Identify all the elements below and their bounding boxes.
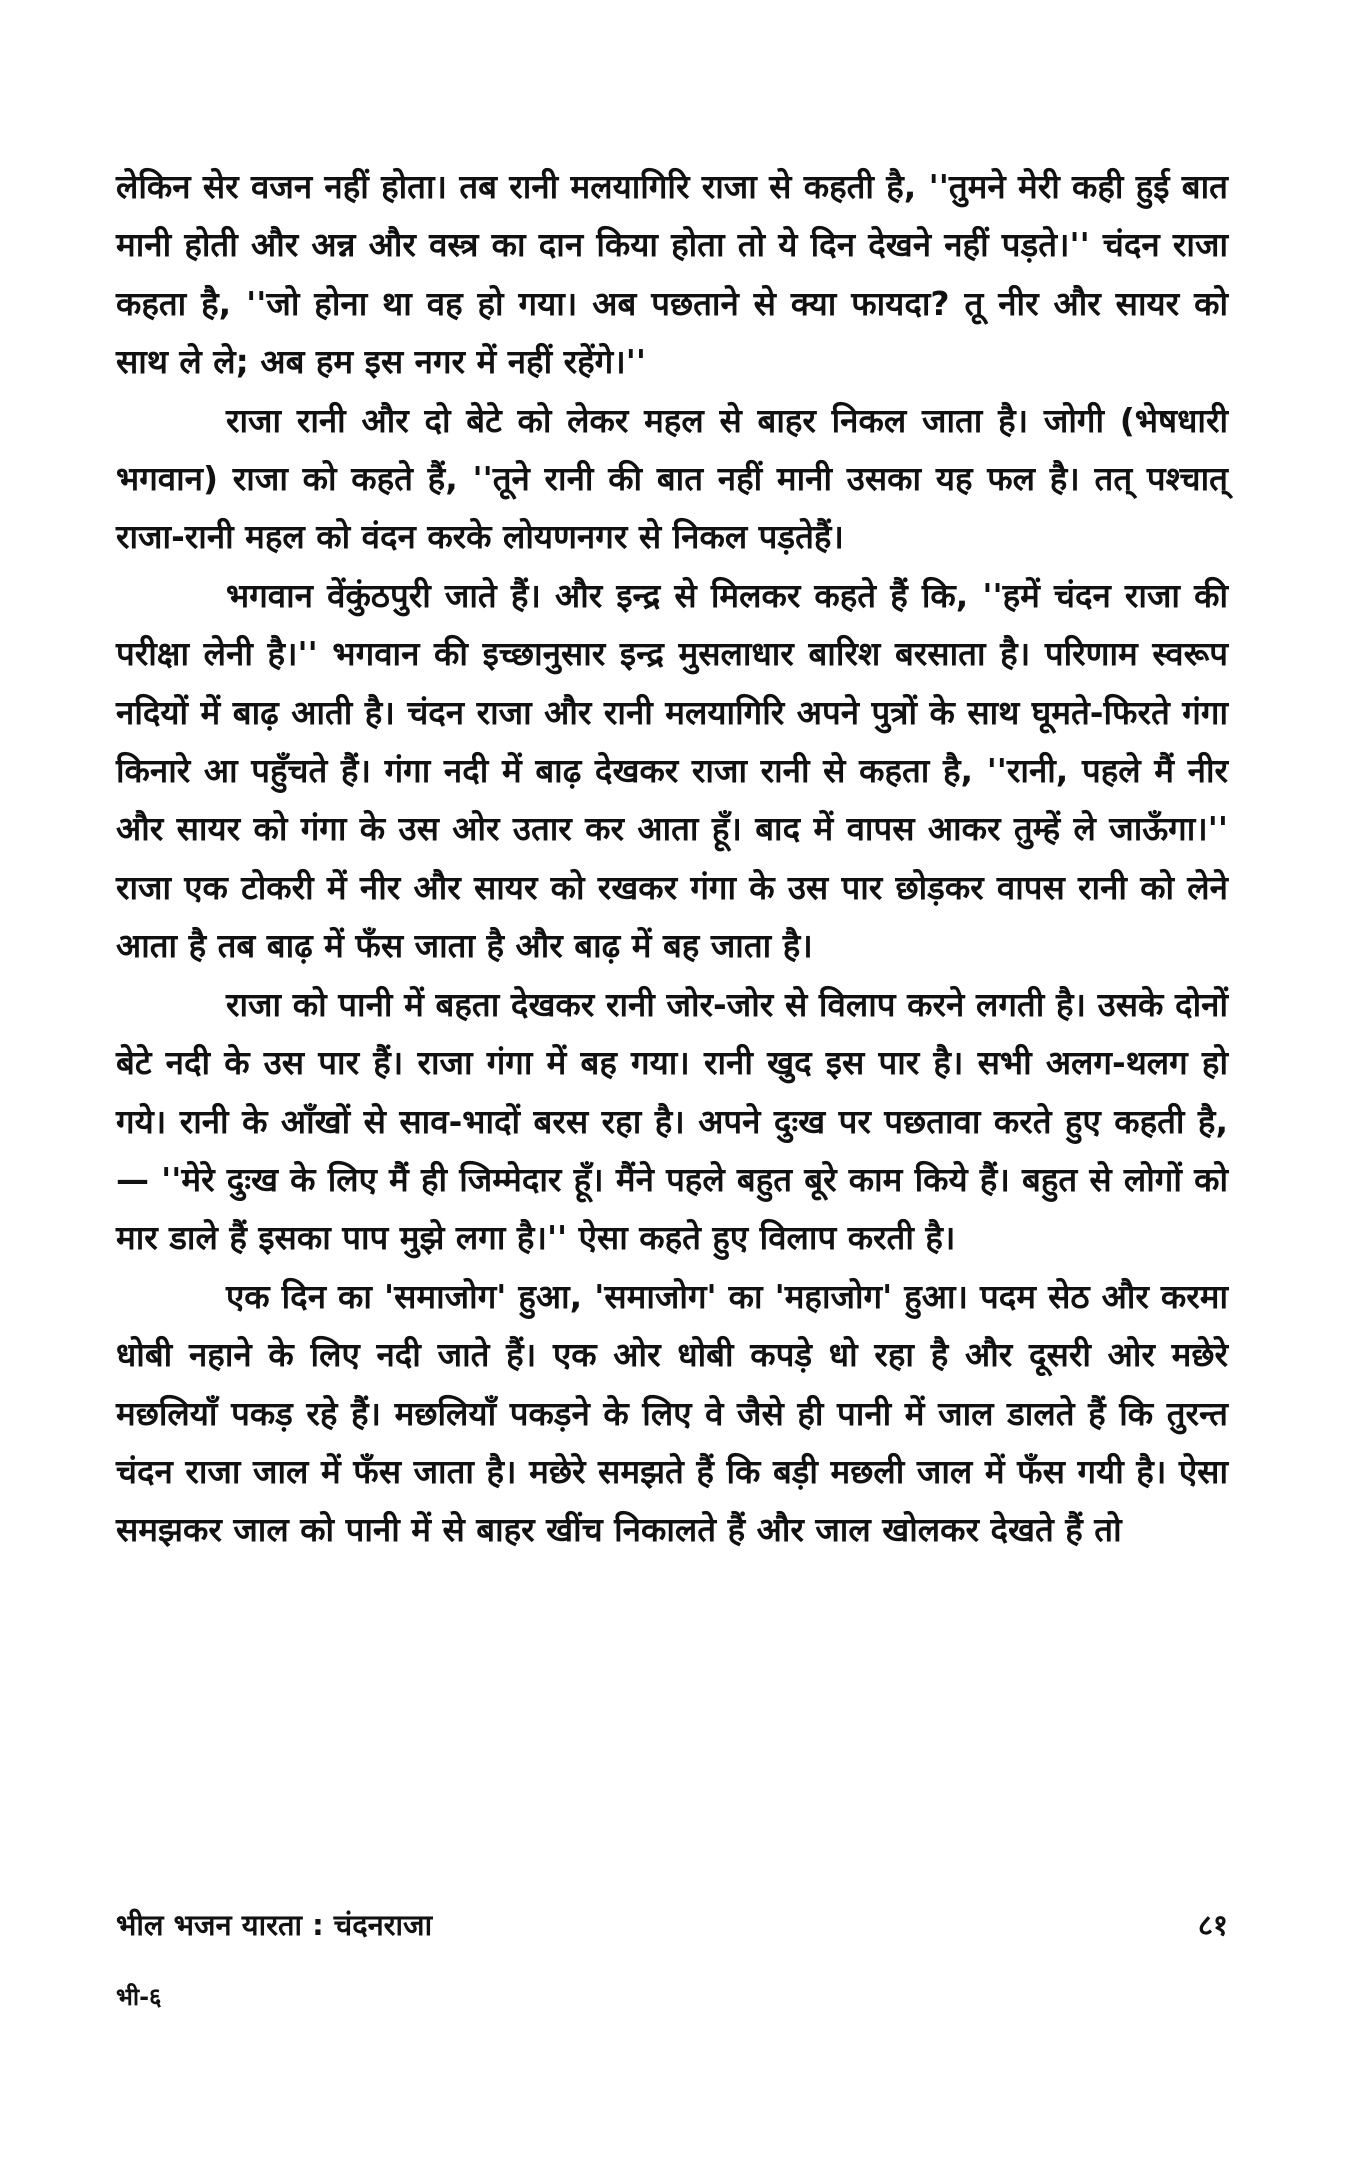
page-body	[116, 158, 1228, 1560]
paragraph-1: लेकिन सेर वजन नहीं होता। तब रानी मलयागिरि राजा से कहती है, ''तुमने मेरी कही हुई बात मानी होती और अन्न और वस्त्र का दान किया होता तो ये दिन देखने नहीं पड़ते।'' चंदन राजा कहता है, ''जो होना था वह हो गया। अब पछताने से क्या फायदा? तू नीर और सायर को साथ ले ले; अब हम इस नगर में नहीं रहेंगे।''	[116, 167, 1228, 382]
paragraph-3: भगवान वेंकुंठपुरी जाते हैं। और इन्द्र से मिलकर कहते हैं कि, ''हमें चंदन राजा की परीक्षा लेनी है।'' भगवान की इच्छानुसार इन्द्र मुसलाधार बारिश बरसाता है। परिणाम स्वरूप नदियों में बाढ़ आती है। चंदन राजा और रानी मलयागिरि अपने पुत्रों के साथ घूमते-फिरते गंगा किनारे आ पहुँचते हैं। गंगा नदी में बाढ़ देखकर राजा रानी से कहता है, ''रानी, पहले मैं नीर और सायर को गंगा के उस ओर उतार कर आता हूँ। बाद में वापस आकर तुम्हें ले जाऊँगा।'' राजा एक टोकरी में नीर और सायर को रखकर गंगा के उस पार छोड़कर वापस रानी को लेने आता है तब बाढ़ में फँस जाता है और बाढ़ में बह जाता है।	[116, 575, 1228, 966]
paragraph-2: राजा रानी और दो बेटे को लेकर महल से बाहर निकल जाता है। जोगी (भेषधारी भगवान) राजा को कहते हैं, ''तूने रानी की बात नहीं मानी उसका यह फल है। तत् पश्चात् राजा-रानी महल को वंदन करके लोयणनगर से निकल पड़तेहैं।	[116, 400, 1228, 557]
footer-book-title: भील भजन यारता : चंदनराजा	[116, 1908, 433, 1942]
printer-signature-mark: भी-६	[116, 1983, 162, 2011]
paragraph-4: राजा को पानी में बहता देखकर रानी जोर-जोर से विलाप करने लगती है। उसके दोनों बेटे नदी के उस पार हैं। राजा गंगा में बह गया। रानी खुद इस पार है। सभी अलग-थलग हो गये। रानी के आँखों से साव-भादों बरस रहा है। अपने दुःख पर पछतावा करते हुए कहती है, — ''मेरे दुःख के लिए मैं ही जिम्मेदार हूँ। मैंने पहले बहुत बूरे काम किये हैं। बहुत से लोगों को मार डाले हैं इसका पाप मुझे लगा है।'' ऐसा कहते हुए विलाप करती है।	[116, 984, 1228, 1258]
paragraph-5: एक दिन का 'समाजोग' हुआ, 'समाजोग' का 'महाजोग' हुआ। पदम सेठ और करमा धोबी नहाने के लिए नदी जाते हैं। एक ओर धोबी कपड़े धो रहा है और दूसरी ओर मछेरे मछलियाँ पकड़ रहे हैं। मछलियाँ पकड़ने के लिए वे जैसे ही पानी में जाल डालते हैं कि तुरन्त चंदन राजा जाल में फँस जाता है। मछेरे समझते हैं कि बड़ी मछली जाल में फँस गयी है। ऐसा समझकर जाल को पानी में से बाहर खींच निकालते हैं और जाल खोलकर देखते हैं तो	[116, 1276, 1228, 1550]
footer-page-number: ८१	[1197, 1908, 1228, 1942]
page-footer	[116, 1905, 1228, 1955]
